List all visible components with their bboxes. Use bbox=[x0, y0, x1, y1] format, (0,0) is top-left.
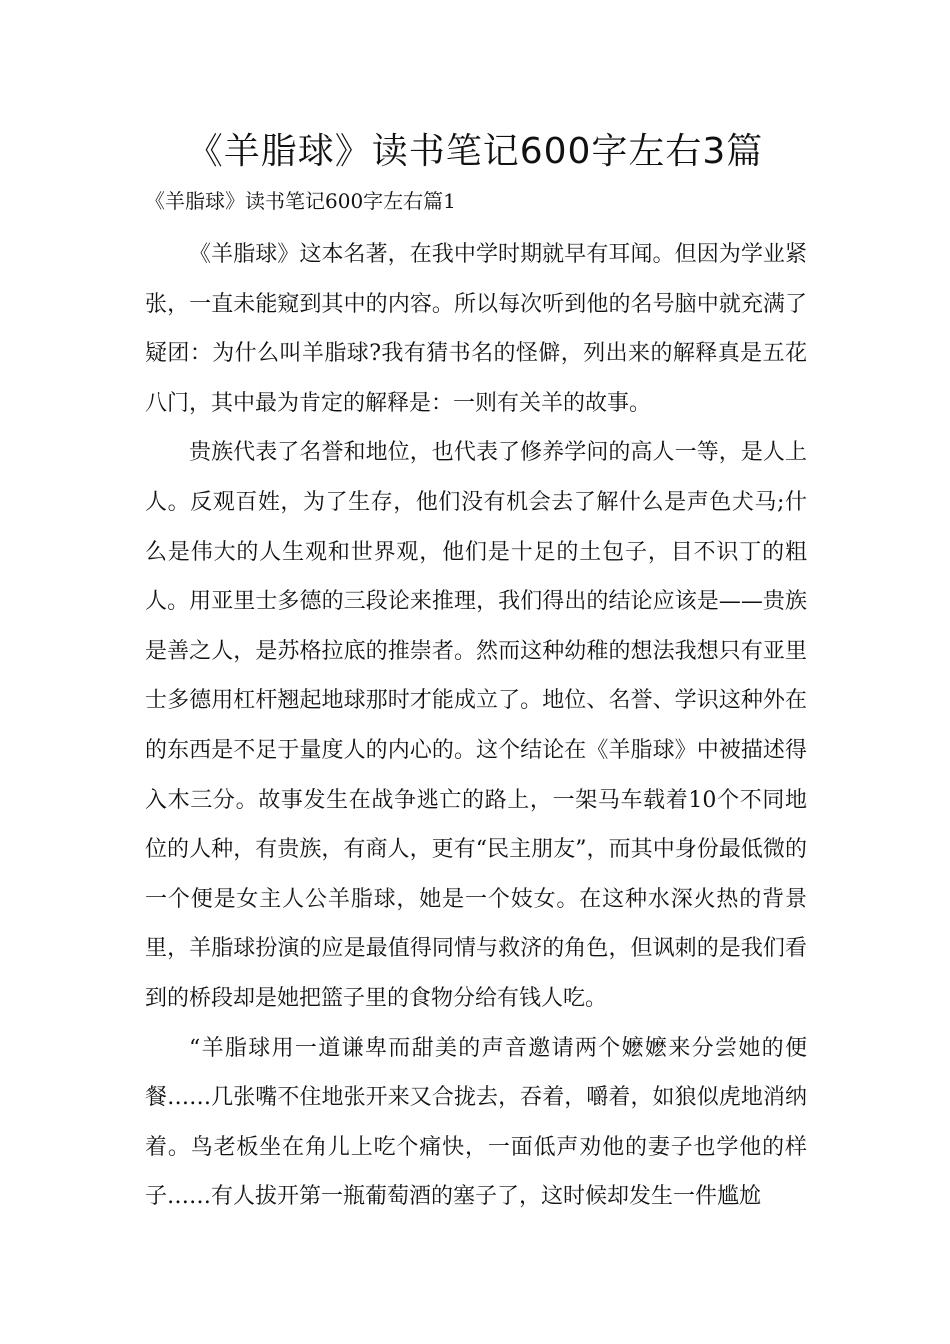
paragraph: “羊脂球用一道谦卑而甜美的声音邀请两个嬷嬷来分尝她的便餐……几张嘴不住地张开来又合拢去，吞着，嚼着，如狼似虎地消纳着。鸟老板坐在角儿上吃个痛快，一面低声劝他的妻子也学他的样子……有人拔开第一瓶葡萄酒的塞子了，这时候却发生一件尴尬 bbox=[145, 1035, 807, 1210]
paragraph: 《羊脂球》这本名著，在我中学时期就早有耳闻。但因为学业紧张，一直未能窥到其中的内容。所以每次听到他的名号脑中就充满了疑团：为什么叫羊脂球?我有猜书名的怪僻，列出来的解释真是五花八门，其中最为肯定的解释是：一则有关羊的故事。 bbox=[145, 242, 807, 416]
body-text bbox=[145, 230, 807, 1222]
document-title: 《羊脂球》读书笔记600字左右3篇 bbox=[186, 131, 764, 172]
paragraph: 贵族代表了名誉和地位，也代表了修养学问的高人一等，是人上人。反观百姓，为了生存，他们没有机会去了解什么是声色犬马;什么是伟大的人生观和世界观，他们是十足的土包子，目不识丁的粗人。用亚里士多德的三段论来推理，我们得出的结论应该是——贵族是善之人，是苏格拉底的推崇者。然而这种幼稚的想法我想只有亚里士多德用杠杆翘起地球那时才能成立了。地位、名誉、学识这种外在的东西是不足于量度人的内心的。这个结论在《羊脂球》中被描述得入木三分。故事发生在战争逃亡的路上，一架马车载着10个不同地位的人种，有贵族，有商人，更有“民主朋友”，而其中身份最低微的一个便是女主人公羊脂球，她是一个妓女。在这种水深火热的背景里，羊脂球扮演的应是最值得同情与救济的角色，但讽刺的是我们看到的桥段却是她把篮子里的食物分给有钱人吃。 bbox=[145, 440, 807, 1011]
section-heading: 《羊脂球》读书笔记600字左右篇1 bbox=[145, 189, 456, 213]
